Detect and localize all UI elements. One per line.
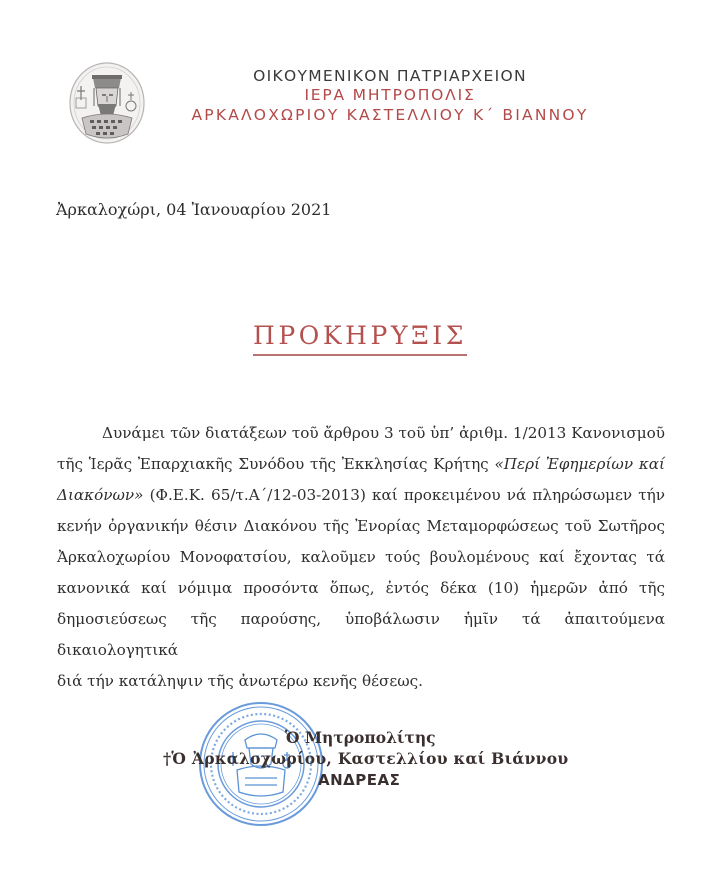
announcement-body [57, 418, 665, 697]
body-text-segment: (Φ.Ε.Κ. 65/τ.Α΄/12-03-2013) καί προκειμένου νά πληρώσωμεν τήν [143, 486, 665, 504]
signature-see: †Ὁ Ἀρκαλοχωρίου, Καστελλίου καί Βιάννου [163, 749, 569, 768]
body-line: δημοσιεύσεως τῆς παρούσης, ὑποβάλωσιν ἡμῖν τά ἀπαιτούμενα δικαιολογητικά [57, 610, 665, 659]
document-title: ΠΡΟΚΗΡΥΞΙΣ [253, 322, 467, 356]
letterhead-patriarchate: ΟΙΚΟΥΜΕΝΙΚΟΝ ΠΑΤΡΙΑΡΧΕΙΟΝ [253, 67, 527, 85]
body-line [57, 449, 665, 480]
regulation-title: «Περί Ἐφημερίων καί [494, 455, 666, 473]
date-line: Ἀρκαλοχώρι, 04 Ἰανουαρίου 2021 [56, 200, 332, 219]
signature-name: ΑΝΔΡΕΑΣ [318, 771, 401, 789]
signature-title: Ὁ Μητροπολίτης [285, 728, 436, 747]
body-line: Δυνάμει τῶν διατάξεων τοῦ ἄρθρου 3 τοῦ ὑπ’ ἀριθμ. 1/2013 Κανονισμοῦ [102, 424, 665, 442]
body-line: Ἀρκαλοχωρίου Μονοφατσίου, καλοῦμεν τούς βουλομένους καί ἔχοντας τά [57, 548, 665, 566]
byzantine-coin-emblem [68, 62, 146, 144]
body-line: κενήν ὀργανικήν θέσιν Διακόνου τῆς Ἐνορίας Μεταμορφώσεως τοῦ Σωτῆρος [57, 517, 665, 535]
letterhead-diocese: ΑΡΚΑΛΟΧΩΡΙΟΥ ΚΑΣΤΕΛΛΙΟΥ Κ΄ ΒΙΑΝΝΟΥ [191, 106, 589, 124]
body-line: κανονικά καί νόμιμα προσόντα ὅπως, ἐντός δέκα (10) ἡμερῶν ἀπό τῆς [57, 579, 665, 597]
body-text-segment: τῆς Ἱερᾶς Ἐπαρχιακῆς Συνόδου τῆς Ἐκκλησίας Κρήτης [57, 455, 495, 473]
title-container [0, 322, 720, 356]
letterhead-metropolis: ΙΕΡΑ ΜΗΤΡΟΠΟΛΙΣ [304, 86, 476, 104]
regulation-title-end: Διακόνων» [57, 486, 144, 504]
body-line [57, 480, 665, 511]
body-line: διά τήν κατάληψιν τῆς ἀνωτέρω κενῆς θέσεως. [57, 672, 423, 690]
